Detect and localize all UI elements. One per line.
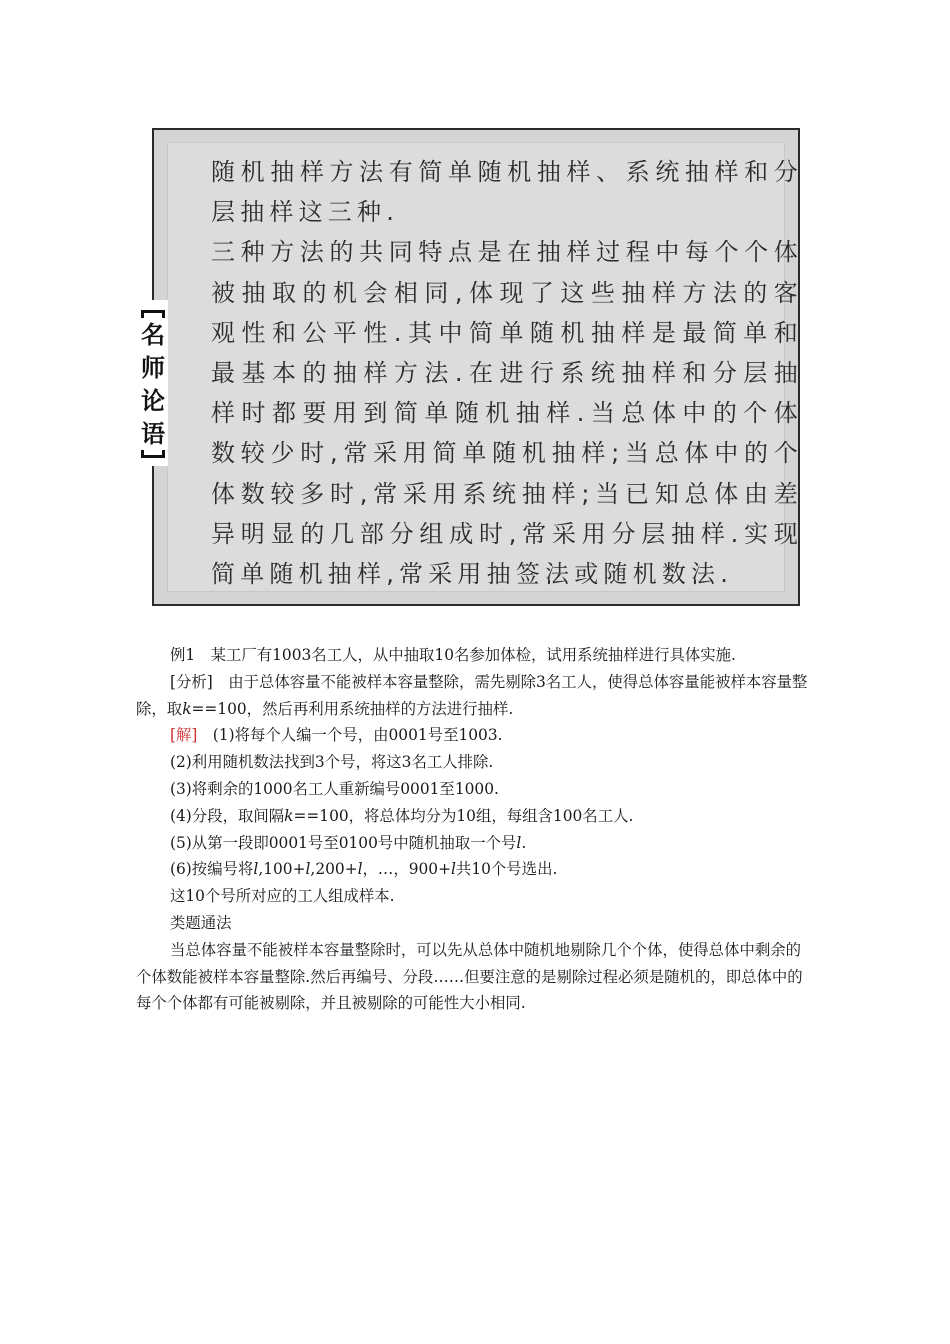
variable-l: l xyxy=(516,833,522,852)
step-1-text: (1)将每个人编一个号，由0001号至1003. xyxy=(197,726,503,745)
step-4-text-a: (4)分段，取间隔 xyxy=(170,806,285,825)
solution-label: [解] xyxy=(170,726,198,745)
analysis-label: [分析] xyxy=(170,672,213,691)
variable-l: l xyxy=(305,860,311,879)
step-6-text-c: ,200+ xyxy=(310,860,358,879)
solution-step-3: (3)将剩余的1000名工人重新编号0001至1000. xyxy=(170,779,499,798)
step-5-text-a: (5)从第一段即0001号至0100号中随机抽取一个号 xyxy=(170,833,517,852)
variable-k: k xyxy=(182,699,192,718)
variable-l: l xyxy=(357,860,363,879)
bracket-top xyxy=(141,310,165,318)
example-title: 例1 某工厂有1003名工人，从中抽取10名参加体检，试用系统抽样进行具体实施. xyxy=(170,646,736,664)
step-4-text-b: ==100，将总体均分为10组，每组含100名工人. xyxy=(293,806,634,825)
step-6-text-b: ,100+ xyxy=(258,860,306,879)
analysis-text-a: 由于总体容量不能被样本容量整除，需先剔除3名工人，使得总体容量能被样本容量整除，取 xyxy=(136,672,808,718)
panel-paragraph-2: 三种方法的共同特点是在抽样过程中每个个体被抽取的机会相同,体现了这些抽样方法的客观性和公平性.其中简单随机抽样是最简单和最基本的抽样方法.在进行系统抽样和分层抽样时都要用到简单随机抽样.当总体中的个体数较少时,常采用简单随机抽样;当总体中的个体数较多时,常采用系统抽样;当已知总体由差异明显的几部分组成时,常采用分层抽样.实现简单随机抽样,常采用抽签法或随机数法. xyxy=(211,238,803,589)
solution-step-1 xyxy=(136,722,816,749)
side-label-char-1: 名 xyxy=(141,320,165,349)
method-text: 当总体容量不能被样本容量整除时，可以先从总体中随机地剔除几个个体，使得总体中剩余的个体数能被样本容量整除.然后再编号、分段……但要注意的是剔除过程必须是随机的，即总体中的每个个体都有可能被剔除，并且被剔除的可能性大小相同. xyxy=(136,940,803,1013)
panel-paragraph-1: 随机抽样方法有简单随机抽样、系统抽样和分层抽样这三种. xyxy=(211,158,803,227)
solution-step-2: (2)利用随机数法找到3个号，将这3名工人排除. xyxy=(170,753,494,772)
side-label-mingshi-lunyu xyxy=(138,300,168,466)
solution-step-6 xyxy=(136,856,816,883)
variable-l: l xyxy=(450,860,456,879)
side-label-char-3: 论 xyxy=(141,386,165,415)
step-6-text-d: ，…，900+ xyxy=(362,860,451,879)
teacher-commentary-box xyxy=(141,128,803,606)
bracket-bottom xyxy=(141,450,165,458)
analysis-text-b: ==100，然后再利用系统抽样的方法进行抽样. xyxy=(191,699,514,718)
panel-inner xyxy=(167,142,803,592)
step-6-text-a: (6)按编号将 xyxy=(170,860,254,879)
solution-conclusion: 这10个号所对应的工人组成样本. xyxy=(170,887,395,906)
variable-k: k xyxy=(284,806,294,825)
example-content xyxy=(136,642,816,1017)
panel-text xyxy=(211,152,803,594)
analysis-paragraph xyxy=(136,669,816,723)
step-5-text-b: . xyxy=(521,833,527,852)
step-6-text-e: 共10个号选出. xyxy=(455,860,558,879)
side-label-char-2: 师 xyxy=(141,353,165,382)
side-label-char-4: 语 xyxy=(141,419,165,448)
variable-l: l xyxy=(253,860,259,879)
method-heading: 类题通法 xyxy=(170,913,232,932)
solution-step-5 xyxy=(136,830,816,857)
solution-step-4 xyxy=(136,803,816,830)
